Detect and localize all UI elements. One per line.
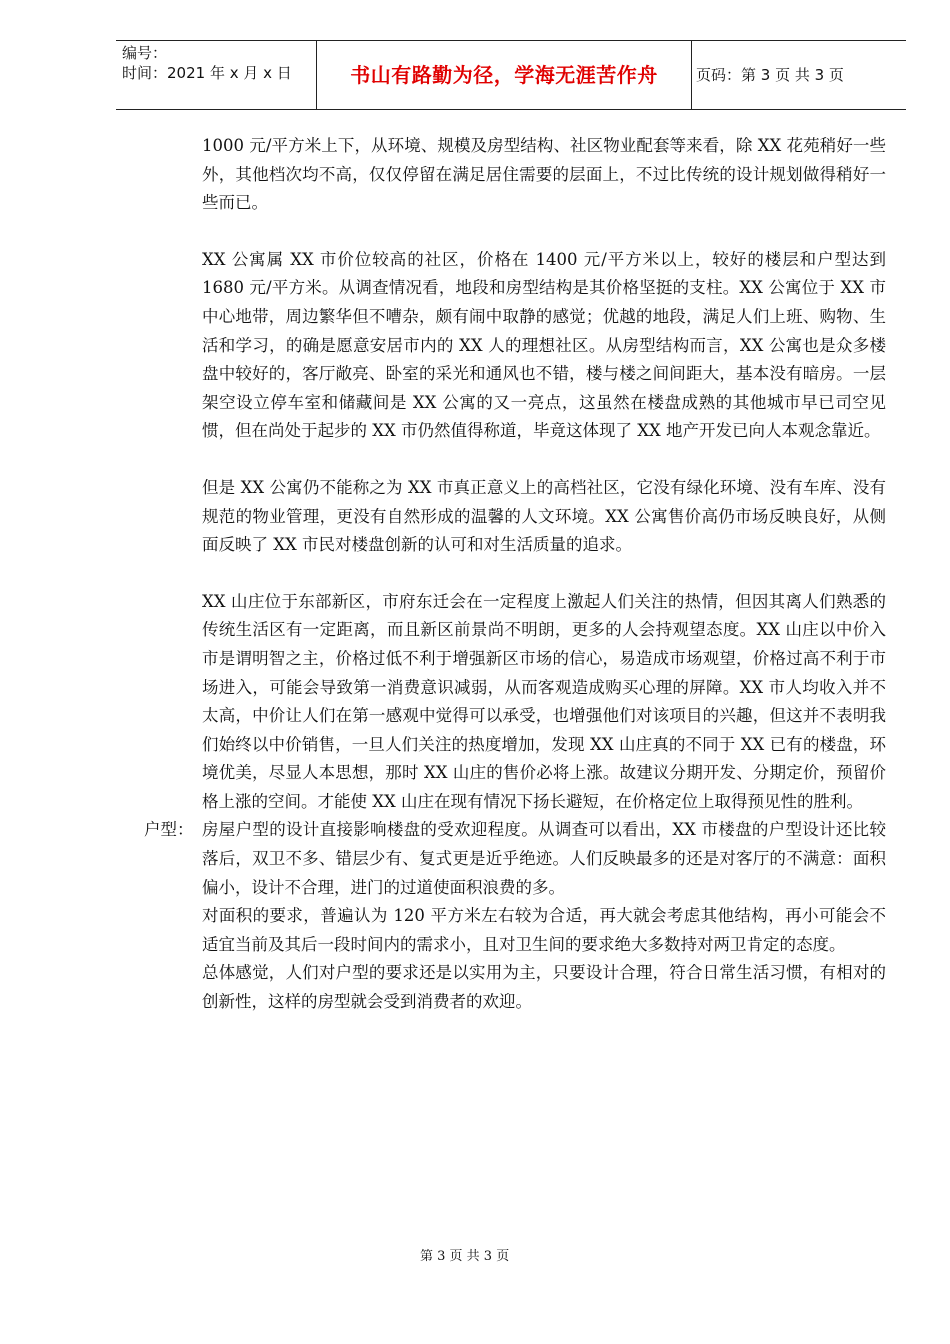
paragraph-6: 对面积的要求，普遍认为 120 平方米左右较为合适，再大就会考虑其他结构，再小可能会不适宜当前及其后一段时间内的需求小，且对卫生间的要求绝大多数持对两卫肯定的态度。 (202, 906, 886, 954)
paragraph-7: 总体感觉，人们对户型的要求还是以实用为主，只要设计合理，符合日常生活习惯，有相对的创新性，这样的房型就会受到消费者的欢迎。 (202, 963, 886, 1012)
document-header (116, 40, 906, 110)
paragraph-2: XX 公寓属 XX 市价位较高的社区，价格在 1400 元/平方米以上，较好的楼层和户型达到 1680 元/平方米。从调查情况看，地段和房型结构是其价格坚挺的支柱。XX 公寓位于 XX 市中心地带，周边繁华但不嘈杂，颇有闹中取静的感觉；优越的地段，满足人们上班、购物、生活和学习，的确是愿意安居市内的 XX 人的理想社区。从房型结构而言，XX 公寓也是众多楼盘中较好的，客厅敞亮、卧室的采光和通风也不错，楼与楼之间间距大，基本没有暗房。一层架空设立停车室和储藏间是 XX 公寓的又一亮点，这虽然在楼盘成熟的其他城市早已司空见惯，但在尚处于起步的 XX 市仍然值得称道，毕竟这体现了 XX 地产开发已向人本观念靠近。 (202, 249, 886, 441)
number-label: 编号： (122, 44, 168, 62)
time-label: 时间：2021 年 x 月 x 日 (122, 64, 292, 82)
huxing-section (144, 816, 886, 902)
header-motto-cell (316, 41, 692, 109)
paragraph-4: XX 山庄位于东部新区，市府东迁会在一定程度上激起人们关注的热情，但因其离人们熟悉的传统生活区有一定距离，而且新区前景尚不明朗，更多的人会持观望态度。XX 山庄以中价入市是谓明智之主，价格过低不利于增强新区市场的信心，易造成市场观望，价格过高不利于市场进入，可能会导致第一消费意识减弱，从而客观造成购买心理的屏障。XX 市人均收入并不太高，中价让人们在第一感观中觉得可以承受，也增强他们对该项目的兴趣，但这并不表明我们始终以中价销售，一旦人们关注的热度增加，发现 XX 山庄真的不同于 XX 已有的楼盘，环境优美，尽显人本思想，那时 XX 山庄的售价必将上涨。故建议分期开发、分期定价，预留价格上涨的空间。才能使 XX 山庄在现有情况下扬长避短，在价格定位上取得预见性的胜利。 (202, 591, 886, 811)
page-footer (0, 1245, 950, 1264)
paragraph-3: 但是 XX 公寓仍不能称之为 XX 市真正意义上的高档社区，它没有绿化环境、没有车库、没有规范的物业管理，更没有自然形成的温馨的人文环境。XX 公寓售价高仍市场反映良好，从侧面反映了 XX 市民对楼盘创新的认可和对生活质量的追求。 (202, 477, 886, 555)
document-body (144, 132, 886, 1017)
motto-text: 书山有路勤为径，学海无涯苦作舟 (350, 63, 658, 87)
paragraph-1: 1000 元/平方米上下，从环境、规模及房型结构、社区物业配套等来看，除 XX 花苑稍好一些外，其他档次均不高，仅仅停留在满足居住需要的层面上，不过比传统的设计规划做得稍好一些而已。 (202, 136, 886, 213)
header-page-cell (690, 41, 906, 109)
footer-page-number: 第 3 页 共 3 页 (420, 1249, 510, 1264)
header-meta-cell (116, 41, 316, 109)
huxing-label: 户型： (144, 820, 194, 840)
page-code: 页码：第 3 页 共 3 页 (696, 66, 844, 84)
paragraph-5: 房屋户型的设计直接影响楼盘的受欢迎程度。从调查可以看出，XX 市楼盘的户型设计还比较落后，双卫不多、错层少有、复式更是近乎绝迹。人们反映最多的还是对客厅的不满意：面积偏小，设计不合理，进门的过道使面积浪费的多。 (202, 820, 886, 897)
